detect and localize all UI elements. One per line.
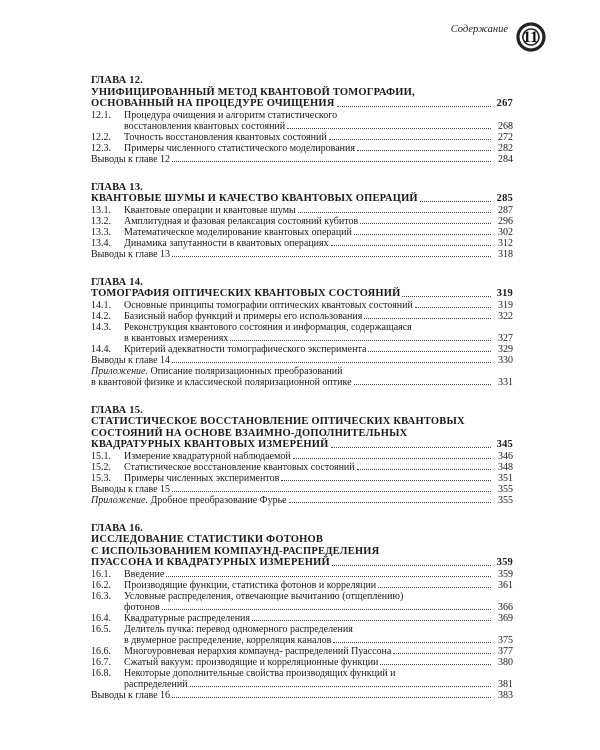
appendix-line-text: Описание поляризационных преобразований: [147, 365, 343, 377]
appendix-line: [91, 377, 513, 388]
page-ref: 287: [498, 204, 513, 216]
chapter-label: ГЛАВА 12.: [91, 75, 143, 86]
chapter-title-line: [91, 439, 513, 451]
section-number: 13.4.: [91, 237, 111, 249]
toc-entry: [91, 344, 513, 355]
section-line: Реконструкция квантового состояния и информация, содержащаяся: [124, 321, 412, 333]
chapter-label: ГЛАВА 13.: [91, 181, 143, 193]
conclusion-line: [91, 690, 513, 701]
section-line-text: Квадратурные распределения: [124, 612, 251, 624]
dot-leader: [357, 469, 491, 470]
dot-leader: [380, 664, 491, 665]
section-number: 16.3.: [91, 590, 111, 602]
chapter-title-line-text: ТОМОГРАФИЯ ОПТИЧЕСКИХ КВАНТОВЫХ СОСТОЯНИЙ: [91, 288, 401, 299]
section-body: [124, 591, 513, 613]
chapter-13: [91, 182, 513, 260]
toc-entry: [91, 668, 513, 690]
chapter-title-line: УНИФИЦИРОВАННЫЙ МЕТОД КВАНТОВОЙ ТОМОГРАФИИ,: [91, 86, 415, 98]
dot-leader: [337, 106, 491, 107]
section-line-text: Точность восстановления квантовых состояний: [124, 131, 327, 143]
section-body: [124, 311, 513, 322]
toc-entry: [91, 132, 513, 143]
section-body: [124, 322, 513, 344]
section-line: Условные распределения, отвечающие вычитанию (отщеплению): [124, 590, 404, 602]
section-number: 14.3.: [91, 321, 111, 333]
page-ref: 359: [498, 568, 513, 580]
dot-leader: [172, 491, 491, 492]
section-line-text: Основные принципы томографии оптических квантовых состояний: [124, 299, 413, 311]
chapter-label: ГЛАВА 15.: [91, 404, 143, 416]
section-line-text: восстановления квантовых состояний: [124, 120, 286, 132]
toc-entry: [91, 580, 513, 591]
page-ref: 381: [498, 678, 513, 690]
section-number: 13.2.: [91, 215, 111, 227]
section-number: 12.3.: [91, 142, 111, 154]
page-number: 11: [523, 29, 539, 46]
toc-entry: [91, 473, 513, 484]
conclusion-line: [91, 249, 513, 260]
section-body: [124, 646, 513, 657]
page-ref: 369: [498, 612, 513, 624]
page-ref: 366: [498, 601, 513, 613]
page-ref: 330: [498, 354, 513, 366]
section-line-text: фотонов: [124, 601, 160, 613]
appendix-line: [91, 366, 513, 377]
chapter-title: [91, 288, 513, 300]
toc-entry: [91, 657, 513, 668]
page-ref: 345: [496, 439, 513, 450]
section-line: Делитель пучка: перевод одномерного распределения: [124, 623, 353, 635]
page-ref: 359: [496, 557, 513, 568]
dot-leader: [329, 139, 491, 140]
appendix-line-text: в квантовой физике и классической поляризационной оптике: [91, 376, 352, 388]
dot-leader: [332, 565, 491, 566]
section-line-text: Многоуровневая иерархия компаунд- распределений Пуассона: [124, 645, 392, 657]
section-line-text: Статистическое восстановление квантовых состояний: [124, 461, 355, 473]
section-number: 16.4.: [91, 612, 111, 624]
page-number-badge: [514, 22, 548, 52]
page-ref: 319: [498, 299, 513, 311]
dot-leader: [393, 653, 491, 654]
chapter-title-line-text: ОСНОВАННЫЙ НА ПРОЦЕДУРЕ ОЧИЩЕНИЯ: [91, 98, 335, 109]
chapter-title-line: [91, 98, 513, 110]
toc-entry: [91, 143, 513, 154]
dot-leader: [415, 307, 491, 308]
page-ref: 267: [496, 98, 513, 109]
section-number: 15.3.: [91, 472, 111, 484]
section-number: 16.6.: [91, 645, 111, 657]
dot-leader: [333, 642, 491, 643]
section-line-text: Примеры численных экспериментов: [124, 472, 280, 484]
section-body: [124, 205, 513, 216]
dot-leader: [420, 201, 491, 202]
section-number: 16.1.: [91, 568, 111, 580]
section-line: [124, 205, 513, 216]
section-line: [124, 602, 513, 613]
section-line: Процедура очищения и алгоритм статистического: [124, 109, 338, 121]
section-body: [124, 473, 513, 484]
section-line: [124, 216, 513, 227]
page-ref: 377: [498, 645, 513, 657]
toc-entry: [91, 205, 513, 216]
section-body: [124, 344, 513, 355]
page-ref: 285: [496, 193, 513, 204]
running-header: Содержание: [450, 24, 508, 35]
page-ref: 361: [498, 579, 513, 591]
page-ref: 355: [498, 494, 513, 506]
section-line: Некоторые дополнительные свойства производящих функций и: [124, 667, 396, 679]
page-ref: 319: [496, 288, 513, 299]
dot-leader: [357, 150, 491, 151]
section-line-text: Математическое моделирование квантовых операций: [124, 226, 352, 238]
dot-leader: [331, 245, 491, 246]
page-ref: 282: [498, 142, 513, 154]
section-line: [124, 635, 513, 646]
section-body: [124, 143, 513, 154]
section-line: [124, 132, 513, 143]
section-number: 13.3.: [91, 226, 111, 238]
section-line: [124, 143, 513, 154]
section-line: [124, 657, 513, 668]
section-body: [124, 451, 513, 462]
section-body: [124, 613, 513, 624]
page-ref: 302: [498, 226, 513, 238]
chapter-title-line: [91, 288, 513, 300]
chapter-title-line: ИССЛЕДОВАНИЕ СТАТИСТИКИ ФОТОНОВ: [91, 534, 324, 545]
section-line-text: Базисный набор функций и примеры его использования: [124, 310, 363, 322]
chapter-12: [91, 75, 513, 165]
section-body: [124, 668, 513, 690]
conclusion-line-text: Выводы к главе 12: [91, 153, 171, 165]
section-body: [124, 110, 513, 132]
section-number: 12.1.: [91, 109, 111, 121]
dot-leader: [172, 256, 491, 257]
page-ref: 322: [498, 310, 513, 322]
dot-leader: [331, 447, 491, 448]
section-line-text: Критерий адекватности томографического эксперимента: [124, 343, 367, 355]
dot-leader: [402, 296, 491, 297]
section-line: [124, 227, 513, 238]
section-body: [124, 300, 513, 311]
toc-entry: [91, 451, 513, 462]
section-number: 13.1.: [91, 204, 111, 216]
toc-entry: [91, 311, 513, 322]
page-ref: 351: [498, 472, 513, 484]
chapter-title-line-text: КВАНТОВЫЕ ШУМЫ И КАЧЕСТВО КВАНТОВЫХ ОПЕРАЦИЙ: [91, 193, 418, 204]
section-number: 12.2.: [91, 131, 111, 143]
section-line-text: в двумерное распределение, корреляция каналов: [124, 634, 332, 646]
section-line: [124, 462, 513, 473]
dot-leader: [172, 161, 491, 162]
page-ref: 346: [498, 450, 513, 462]
dot-leader: [354, 234, 491, 235]
toc-entry: [91, 646, 513, 657]
dot-leader: [230, 340, 491, 341]
section-body: [124, 227, 513, 238]
appendix-line-text-wrap: [91, 495, 287, 506]
section-body: [124, 132, 513, 143]
page-ref: 380: [498, 656, 513, 668]
page-ref: 383: [498, 689, 513, 701]
dot-leader: [293, 458, 491, 459]
dot-leader: [289, 502, 491, 503]
section-line-text: Динамика запутанности в квантовых операциях: [124, 237, 329, 249]
page-ref: 272: [498, 131, 513, 143]
conclusion-line: [91, 154, 513, 165]
section-body: [124, 657, 513, 668]
section-line: [124, 473, 513, 484]
conclusion-line-text: Выводы к главе 16: [91, 689, 171, 701]
toc-entry: [91, 238, 513, 249]
section-number: 16.7.: [91, 656, 111, 668]
section-line-text: Сжатый вакуум: производящие и корреляционные функции: [124, 656, 379, 668]
dot-leader: [354, 384, 491, 385]
section-line: [124, 451, 513, 462]
page-ref: 331: [498, 376, 513, 388]
page-ref: 318: [498, 248, 513, 260]
toc-entry: [91, 300, 513, 311]
section-number: 14.1.: [91, 299, 111, 311]
section-line: [124, 569, 513, 580]
section-body: [124, 462, 513, 473]
section-line: [124, 121, 513, 132]
dot-leader: [368, 351, 491, 352]
dot-leader: [298, 212, 491, 213]
chapter-16: [91, 523, 513, 701]
dot-leader: [172, 362, 491, 363]
page-ref: 375: [498, 634, 513, 646]
chapter-title-line-text: КВАДРАТУРНЫХ КВАНТОВЫХ ИЗМЕРЕНИЙ: [91, 439, 329, 450]
section-number: 14.2.: [91, 310, 111, 322]
toc-entry: [91, 227, 513, 238]
section-line-text: Измерение квадратурной наблюдаемой: [124, 450, 291, 462]
section-number: 16.2.: [91, 579, 111, 591]
dot-leader: [287, 128, 491, 129]
section-line: [124, 646, 513, 657]
section-number: 16.8.: [91, 667, 111, 679]
page-ref: 268: [498, 120, 513, 132]
page-ref: 355: [498, 483, 513, 495]
chapter-title-line: С ИСПОЛЬЗОВАНИЕМ КОМПАУНД-РАСПРЕДЕЛЕНИЯ: [91, 545, 380, 557]
section-line: [124, 238, 513, 249]
chapter-title-line: [91, 193, 513, 205]
section-line-text: в квантовых измерениях: [124, 332, 229, 344]
page-ref: 296: [498, 215, 513, 227]
dot-leader: [166, 576, 491, 577]
appendix-line: [91, 495, 513, 506]
toc-entry: [91, 216, 513, 227]
section-number: 15.1.: [91, 450, 111, 462]
chapter-title-line-text: ПУАССОНА И КВАДРАТУРНЫХ ИЗМЕРЕНИЙ: [91, 557, 330, 568]
chapter-title: [91, 416, 513, 451]
conclusion-line-text: Выводы к главе 14: [91, 354, 171, 366]
appendix-line-text: Дробное преобразование Фурье: [147, 494, 287, 506]
section-line: [124, 679, 513, 690]
conclusion-line-text: Выводы к главе 15: [91, 483, 171, 495]
section-line: [124, 344, 513, 355]
toc-entry: [91, 569, 513, 580]
section-line: [124, 311, 513, 322]
section-body: [124, 580, 513, 591]
section-line: [124, 300, 513, 311]
section-number: 16.5.: [91, 623, 111, 635]
section-line: [124, 613, 513, 624]
chapter-14: [91, 277, 513, 388]
section-line-text: Квантовые операции и квантовые шумы: [124, 204, 296, 216]
chapter-title-line: [91, 557, 513, 569]
dot-leader: [364, 318, 491, 319]
dot-leader: [378, 587, 491, 588]
dot-leader: [162, 609, 491, 610]
toc-entry: [91, 110, 513, 132]
dot-leader: [252, 620, 491, 621]
page-ref: 329: [498, 343, 513, 355]
chapter-title: [91, 87, 513, 110]
dot-leader: [172, 697, 491, 698]
section-line: [124, 580, 513, 591]
page-ref: 312: [498, 237, 513, 249]
toc-entry: [91, 613, 513, 624]
chapter-label: ГЛАВА 14.: [91, 276, 143, 288]
section-line-text: Амплитудная и фазовая релаксация состояний кубитов: [124, 215, 359, 227]
section-body: [124, 624, 513, 646]
section-line-text: Примеры численного статистического моделирования: [124, 142, 355, 154]
chapter-title-line: СОСТОЯНИЙ НА ОСНОВЕ ВЗАИМНО-ДОПОЛНИТЕЛЬНЫХ: [91, 427, 408, 439]
toc-entry: [91, 462, 513, 473]
section-line-text: Введение: [124, 568, 165, 580]
section-body: [124, 238, 513, 249]
toc-entry: [91, 322, 513, 344]
chapter-label: ГЛАВА 16.: [91, 522, 143, 534]
section-body: [124, 216, 513, 227]
page-ref: 327: [498, 332, 513, 344]
section-number: 15.2.: [91, 461, 111, 473]
chapter-title: [91, 534, 513, 569]
section-body: [124, 569, 513, 580]
toc-entry: [91, 624, 513, 646]
dot-leader: [190, 686, 491, 687]
appendix-prefix: Приложение.: [91, 494, 148, 506]
conclusion-line: [91, 355, 513, 366]
section-line-text: распределений: [124, 678, 188, 690]
dot-leader: [281, 480, 491, 481]
chapter-title-line: СТАТИСТИЧЕСКОЕ ВОССТАНОВЛЕНИЕ ОПТИЧЕСКИХ КВАНТОВЫХ: [91, 416, 465, 427]
page-ref: 348: [498, 461, 513, 473]
appendix-prefix: Приложение.: [91, 365, 148, 377]
dot-leader: [360, 223, 491, 224]
conclusion-line-text: Выводы к главе 13: [91, 248, 171, 260]
chapter-15: [91, 405, 513, 506]
conclusion-line: [91, 484, 513, 495]
chapter-title: [91, 193, 513, 205]
section-line: [124, 333, 513, 344]
section-line-text: Производящие функции, статистика фотонов и корреляции: [124, 579, 377, 591]
table-of-contents: [91, 75, 513, 718]
page-ref: 284: [498, 153, 513, 165]
toc-entry: [91, 591, 513, 613]
section-number: 14.4.: [91, 343, 111, 355]
